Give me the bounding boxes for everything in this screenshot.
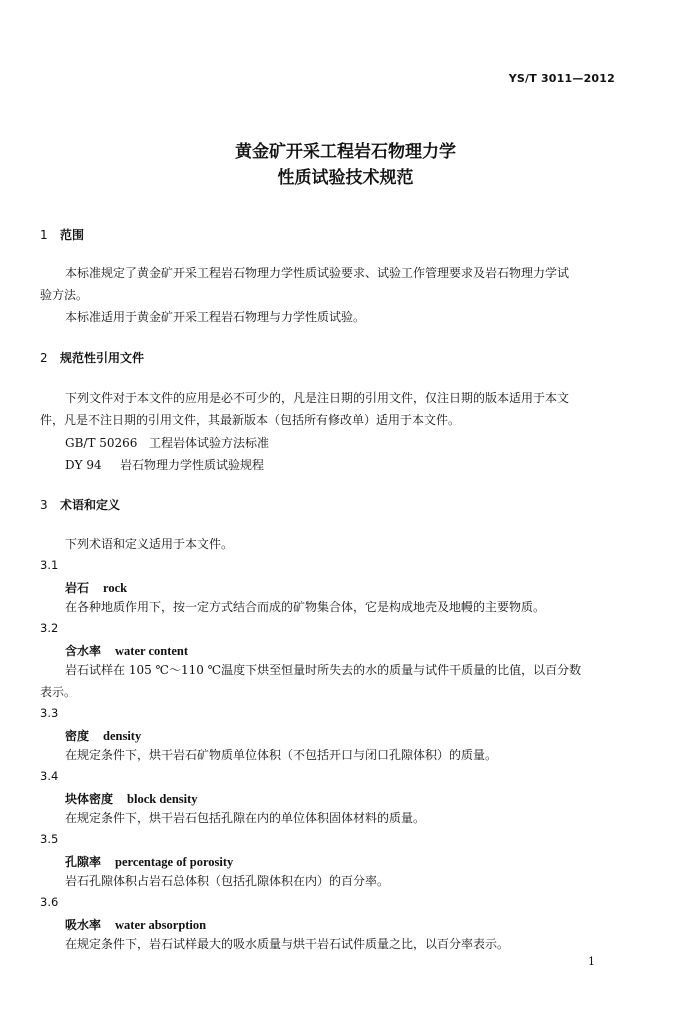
reference-item xyxy=(65,456,264,473)
reference-item xyxy=(65,434,269,451)
term-number: 3.3 xyxy=(40,706,59,720)
section-number: 1 xyxy=(40,228,48,242)
paragraph: 本标准适用于黄金矿开采工程岩石物理与力学性质试验。 xyxy=(65,310,366,324)
term-heading xyxy=(65,579,127,596)
term-en: block density xyxy=(127,792,198,806)
term-heading xyxy=(65,790,198,807)
term-definition-continuation: 表示。 xyxy=(40,685,77,699)
term-heading xyxy=(65,916,206,933)
term-en: water absorption xyxy=(115,918,207,932)
term-definition: 在规定条件下，烘干岩石包括孔隙在内的单位体积固体材料的质量。 xyxy=(65,811,426,825)
reference-code: DY 94 xyxy=(65,458,102,472)
term-zh: 密度 xyxy=(65,729,90,743)
term-number: 3.1 xyxy=(40,558,59,572)
term-definition: 在规定条件下，岩石试样最大的吸水质量与烘干岩石试件质量之比，以百分率表示。 xyxy=(65,937,510,951)
section-1-heading xyxy=(40,226,84,243)
term-heading xyxy=(65,727,141,744)
paragraph-continuation: 验方法。 xyxy=(40,288,89,302)
reference-title: 岩石物理力学性质试验规程 xyxy=(120,458,265,472)
term-heading xyxy=(65,642,188,659)
term-en: rock xyxy=(103,581,128,595)
reference-title: 工程岩体试验方法标准 xyxy=(149,436,270,450)
document-title-line2: 性质试验技术规范 xyxy=(277,168,414,188)
section-title: 规范性引用文件 xyxy=(60,351,145,365)
term-number: 3.6 xyxy=(40,895,59,909)
term-zh: 孔隙率 xyxy=(65,855,102,869)
paragraph: 本标准规定了黄金矿开采工程岩石物理力学性质试验要求、试验工作管理要求及岩石物理力学试 xyxy=(65,266,570,280)
section-2-heading xyxy=(40,349,144,366)
section-number: 3 xyxy=(40,498,48,512)
section-number: 2 xyxy=(40,351,48,365)
term-zh: 含水率 xyxy=(65,644,102,658)
term-heading xyxy=(65,853,233,870)
section-title: 术语和定义 xyxy=(60,498,121,512)
standard-code: YS/T 3011—2012 xyxy=(508,72,615,85)
section-3-heading xyxy=(40,496,120,513)
term-zh: 块体密度 xyxy=(65,792,114,806)
term-en: percentage of porosity xyxy=(115,855,234,869)
section-title: 范围 xyxy=(60,228,85,242)
page-number: 1 xyxy=(588,955,595,968)
term-definition: 岩石试样在 105 ℃～110 ℃温度下烘至恒量时所失去的水的质量与试件干质量的比值，以百分数 xyxy=(65,663,582,677)
term-number: 3.2 xyxy=(40,621,59,635)
term-en: density xyxy=(103,729,142,743)
term-definition: 在各种地质作用下，按一定方式结合而成的矿物集合体，它是构成地壳及地幔的主要物质。 xyxy=(65,600,546,614)
paragraph: 下列文件对于本文件的应用是必不可少的，凡是注日期的引用文件，仅注日期的版本适用于本文 xyxy=(65,391,570,405)
reference-code: GB/T 50266 xyxy=(65,436,138,450)
term-number: 3.5 xyxy=(40,832,59,846)
paragraph-continuation: 件，凡是不注日期的引用文件，其最新版本（包括所有修改单）适用于本文件。 xyxy=(40,413,461,427)
term-en: water content xyxy=(115,644,189,658)
term-definition: 岩石孔隙体积占岩石总体积（包括孔隙体积在内）的百分率。 xyxy=(65,874,390,888)
term-zh: 岩石 xyxy=(65,581,90,595)
term-number: 3.4 xyxy=(40,769,59,783)
term-zh: 吸水率 xyxy=(65,918,102,932)
term-definition: 在规定条件下，烘干岩石矿物质单位体积（不包括开口与闭口孔隙体积）的质量。 xyxy=(65,748,498,762)
document-title-line1: 黄金矿开采工程岩石物理力学 xyxy=(235,142,456,162)
paragraph: 下列术语和定义适用于本文件。 xyxy=(65,537,234,551)
